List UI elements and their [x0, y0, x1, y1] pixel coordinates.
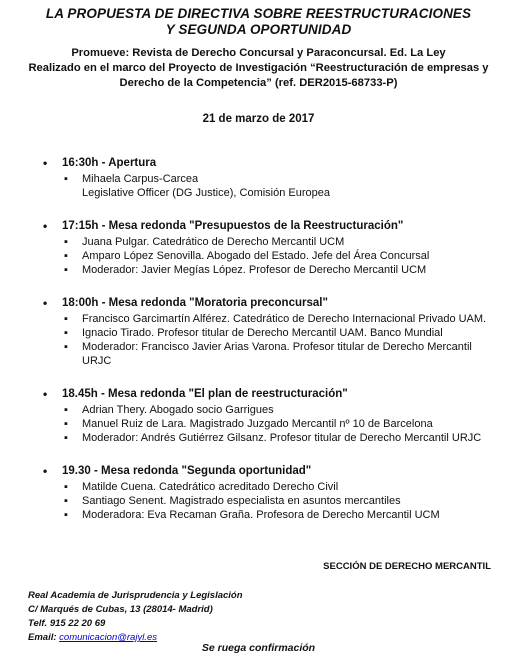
- title-line: Y SEGUNDA OPORTUNIDAD: [165, 22, 352, 37]
- speaker-list: [0, 312, 517, 368]
- square-bullet-icon: ▪: [64, 327, 68, 339]
- square-bullet-icon: ▪: [64, 264, 68, 276]
- contact-address: C/ Marqués de Cubas, 13 (28014- Madrid): [28, 604, 213, 615]
- speaker-list: [0, 480, 517, 522]
- session-title: 18:00h - Mesa redonda "Moratoria preconcursal": [62, 297, 328, 309]
- agenda-session: [0, 296, 517, 368]
- square-bullet-icon: ▪: [64, 432, 68, 444]
- square-bullet-icon: ▪: [64, 173, 68, 185]
- square-bullet-icon: ▪: [64, 250, 68, 262]
- bullet-icon: •: [43, 296, 48, 310]
- speaker-text: Manuel Ruiz de Lara. Magistrado Juzgado Mercantil nº 10 de Barcelona: [82, 418, 433, 430]
- speaker-text: Mihaela Carpus-Carcea: [82, 173, 199, 185]
- speaker-text: Amparo López Senovilla. Abogado del Estado. Jefe del Área Concursal: [82, 250, 430, 262]
- speaker-text: Moderador: Javier Megías López. Profesor de Derecho Mercantil UCM: [82, 264, 427, 276]
- agenda-session: [0, 464, 517, 522]
- session-heading: [0, 296, 517, 310]
- speaker-text: Juana Pulgar. Catedrático de Derecho Mercantil UCM: [82, 236, 345, 248]
- confirmation-note: Se ruega confirmación: [201, 642, 316, 654]
- agenda-session: [0, 387, 517, 445]
- speaker-item: [0, 431, 517, 445]
- square-bullet-icon: ▪: [64, 404, 68, 416]
- bullet-icon: •: [43, 219, 48, 233]
- square-bullet-icon: ▪: [64, 313, 68, 325]
- square-bullet-icon: ▪: [64, 236, 68, 248]
- speaker-text: Francisco Garcimartín Alférez. Catedrático de Derecho Internacional Privado UAM.: [82, 313, 487, 325]
- agenda-session: [0, 219, 517, 277]
- speaker-item: [0, 494, 517, 508]
- square-bullet-icon: ▪: [64, 481, 68, 493]
- speaker-text: Adrian Thery. Abogado socio Garrigues: [82, 404, 274, 416]
- bullet-icon: •: [43, 464, 48, 478]
- session-heading: [0, 464, 517, 478]
- speaker-text: Moderador: Francisco Javier Arias Varona. Profesor titular de Derecho Mercantil: [82, 341, 472, 353]
- speaker-item: [0, 235, 517, 249]
- contact-phone: Telf. 915 22 20 69: [28, 618, 106, 629]
- event-title: [0, 6, 517, 38]
- speaker-item: [0, 249, 517, 263]
- speaker-item: [0, 403, 517, 417]
- speaker-text: Moderador: Andrés Gutiérrez Gilsanz. Profesor titular de Derecho Mercantil URJC: [82, 432, 482, 444]
- speaker-text: Santiago Senent. Magistrado especialista en asuntos mercantiles: [82, 495, 401, 507]
- speaker-text: Ignacio Tirado. Profesor titular de Derecho Mercantil UAM. Banco Mundial: [82, 327, 443, 339]
- promoter-block: [0, 46, 517, 91]
- title-line: LA PROPUESTA DE DIRECTIVA SOBRE REESTRUCTURACIONES: [45, 6, 472, 21]
- agenda-session: [0, 156, 517, 200]
- session-title: 17:15h - Mesa redonda "Presupuestos de la Reestructuración": [62, 220, 404, 232]
- session-title: 19.30 - Mesa redonda "Segunda oportunidad": [62, 465, 312, 477]
- session-heading: [0, 156, 517, 170]
- session-heading: [0, 219, 517, 233]
- agenda-list: [0, 156, 517, 541]
- event-date: 21 de marzo de 2017: [202, 113, 315, 125]
- speaker-item: [0, 508, 517, 522]
- promoter-line: Derecho de la Competencia” (ref. DER2015-68733-P): [119, 77, 398, 89]
- speaker-list: [0, 172, 517, 200]
- contact-block: [28, 589, 243, 645]
- session-heading: [0, 387, 517, 401]
- speaker-text: Moderadora: Eva Recaman Graña. Profesora de Derecho Mercantil UCM: [82, 509, 440, 521]
- square-bullet-icon: ▪: [64, 509, 68, 521]
- bullet-icon: •: [43, 156, 48, 170]
- speaker-item: [0, 326, 517, 340]
- promoter-line: Realizado en el marco del Proyecto de Investigación “Reestructuración de empresas y: [28, 62, 489, 74]
- session-title: 16:30h - Apertura: [62, 157, 157, 169]
- promoter-line: Promueve: Revista de Derecho Concursal y Paraconcursal. Ed. La Ley: [71, 47, 446, 59]
- speaker-item: [0, 172, 517, 200]
- contact-org: Real Academia de Jurisprudencia y Legislación: [28, 590, 243, 601]
- speaker-text-continued: URJC: [82, 355, 112, 367]
- square-bullet-icon: ▪: [64, 341, 68, 353]
- square-bullet-icon: ▪: [64, 418, 68, 430]
- bullet-icon: •: [43, 387, 48, 401]
- speaker-list: [0, 403, 517, 445]
- speaker-text: Matilde Cuena. Catedrático acreditado Derecho Civil: [82, 481, 339, 493]
- speaker-item: [0, 417, 517, 431]
- contact-email-link[interactable]: comunicacion@rajyl.es: [59, 632, 157, 643]
- speaker-item: [0, 340, 517, 368]
- speaker-item: [0, 480, 517, 494]
- contact-email-label: Email:: [28, 632, 57, 643]
- speaker-text-continued: Legislative Officer (DG Justice), Comisión Europea: [82, 187, 331, 199]
- session-title: 18.45h - Mesa redonda "El plan de reestructuración": [62, 388, 348, 400]
- square-bullet-icon: ▪: [64, 495, 68, 507]
- speaker-list: [0, 235, 517, 277]
- section-name: SECCIÓN DE DERECHO MERCANTIL: [323, 561, 491, 572]
- speaker-item: [0, 312, 517, 326]
- speaker-item: [0, 263, 517, 277]
